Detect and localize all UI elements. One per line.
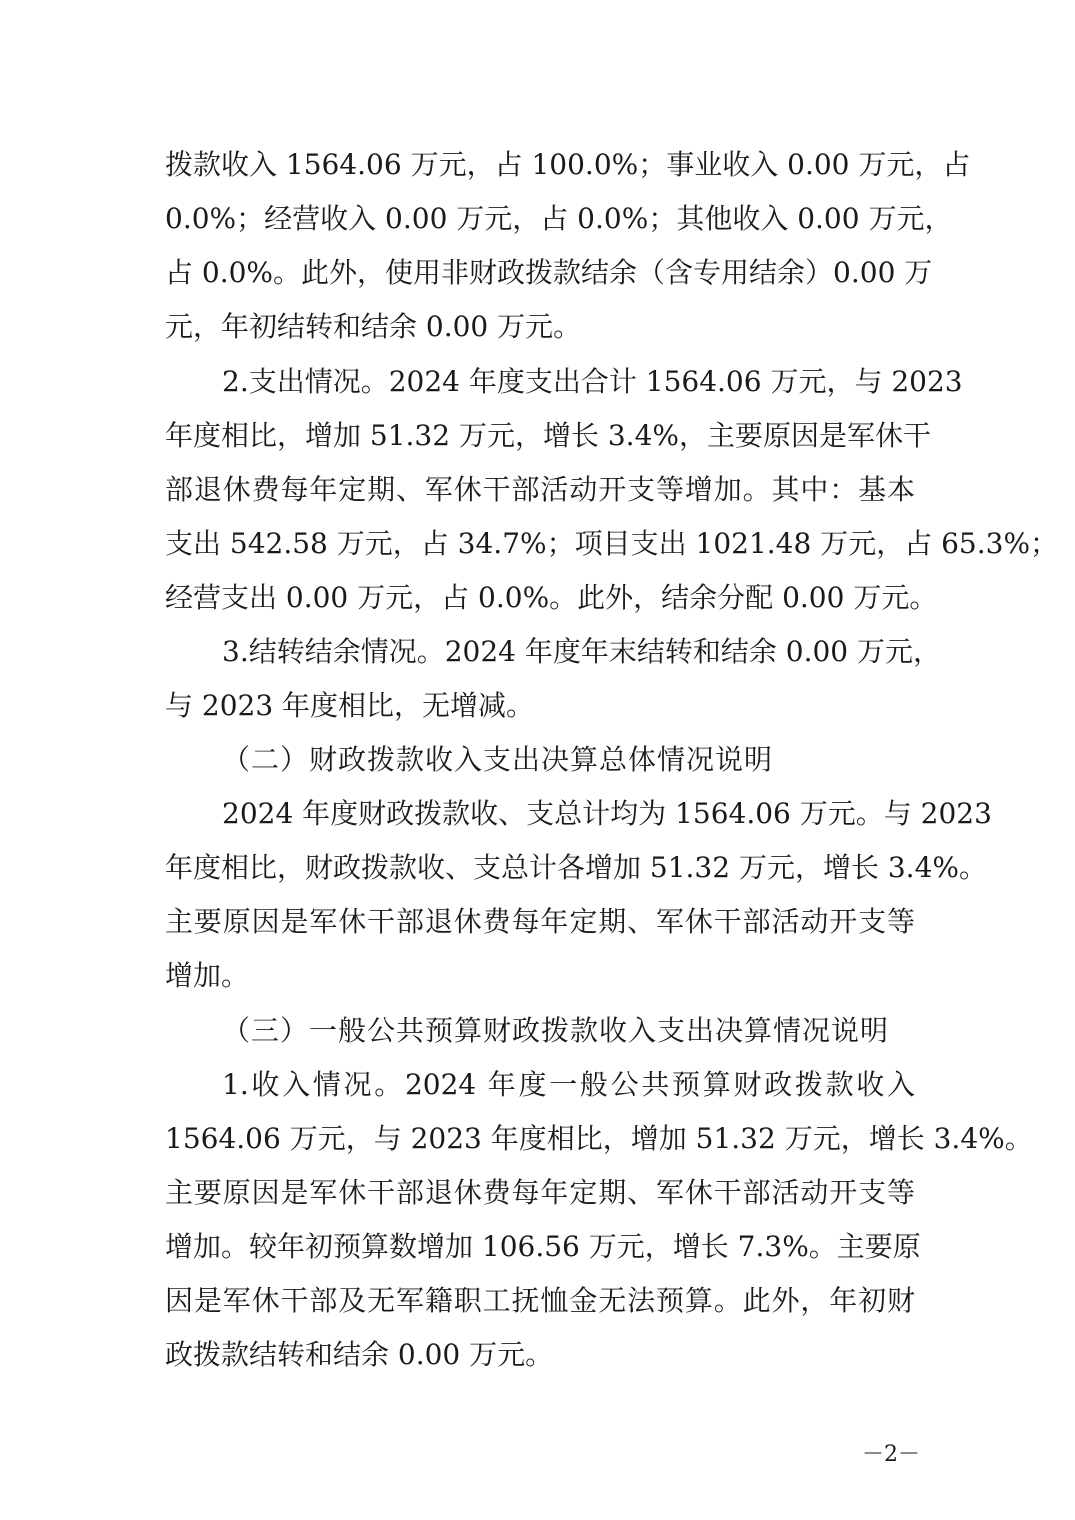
body-text-line: 1564.06 万元，与 2023 年度相比，增加 51.32 万元，增长 3.4%。 [165, 1122, 1033, 1155]
body-text-line: 拨款收入 1564.06 万元，占 100.0%；事业收入 0.00 万元，占 [165, 148, 971, 181]
paragraph-first-line: 1.收入情况。2024 年度一般公共预算财政拨款收入 [222, 1068, 915, 1101]
body-text-line: 政拨款结转和结余 0.00 万元。 [165, 1338, 554, 1371]
paragraph-first-line: 2.支出情况。2024 年度支出合计 1564.06 万元，与 2023 [222, 365, 963, 398]
body-text-line: 占 0.0%。此外，使用非财政拨款结余（含专用结余）0.00 万 [165, 256, 933, 289]
body-text-line: 主要原因是军休干部退休费每年定期、军休干部活动开支等 [165, 1176, 915, 1209]
page-number: －2－ [862, 1442, 920, 1467]
body-text-line: 0.0%；经营收入 0.00 万元，占 0.0%；其他收入 0.00 万元， [165, 202, 953, 235]
body-text-line: 因是军休干部及无军籍职工抚恤金无法预算。此外，年初财 [165, 1284, 915, 1317]
body-text-line: 经营支出 0.00 万元，占 0.0%。此外，结余分配 0.00 万元。 [165, 581, 938, 614]
body-text-line: 部退休费每年定期、军休干部活动开支等增加。其中：基本 [165, 473, 915, 506]
body-text-line: 支出 542.58 万元，占 34.7%；项目支出 1021.48 万元，占 65.3%； [165, 527, 1059, 560]
section-heading: （二）财政拨款收入支出决算总体情况说明 [222, 743, 774, 776]
body-text-line: 与 2023 年度相比，无增减。 [165, 689, 535, 722]
section-heading: （三）一般公共预算财政拨款收入支出决算情况说明 [222, 1014, 890, 1047]
body-text-line: 增加。 [165, 959, 250, 992]
paragraph-first-line: 2024 年度财政拨款收、支总计均为 1564.06 万元。与 2023 [222, 797, 992, 830]
body-text-line: 元，年初结转和结余 0.00 万元。 [165, 310, 582, 343]
body-text-line: 主要原因是军休干部退休费每年定期、军休干部活动开支等 [165, 905, 915, 938]
body-text-line: 年度相比，财政拨款收、支总计各增加 51.32 万元，增长 3.4%。 [165, 851, 987, 884]
body-text-line: 年度相比，增加 51.32 万元，增长 3.4%，主要原因是军休干 [165, 419, 931, 452]
paragraph-first-line: 3.结转结余情况。2024 年度年末结转和结余 0.00 万元， [222, 635, 942, 668]
body-text-line: 增加。较年初预算数增加 106.56 万元，增长 7.3%。主要原 [165, 1230, 921, 1263]
